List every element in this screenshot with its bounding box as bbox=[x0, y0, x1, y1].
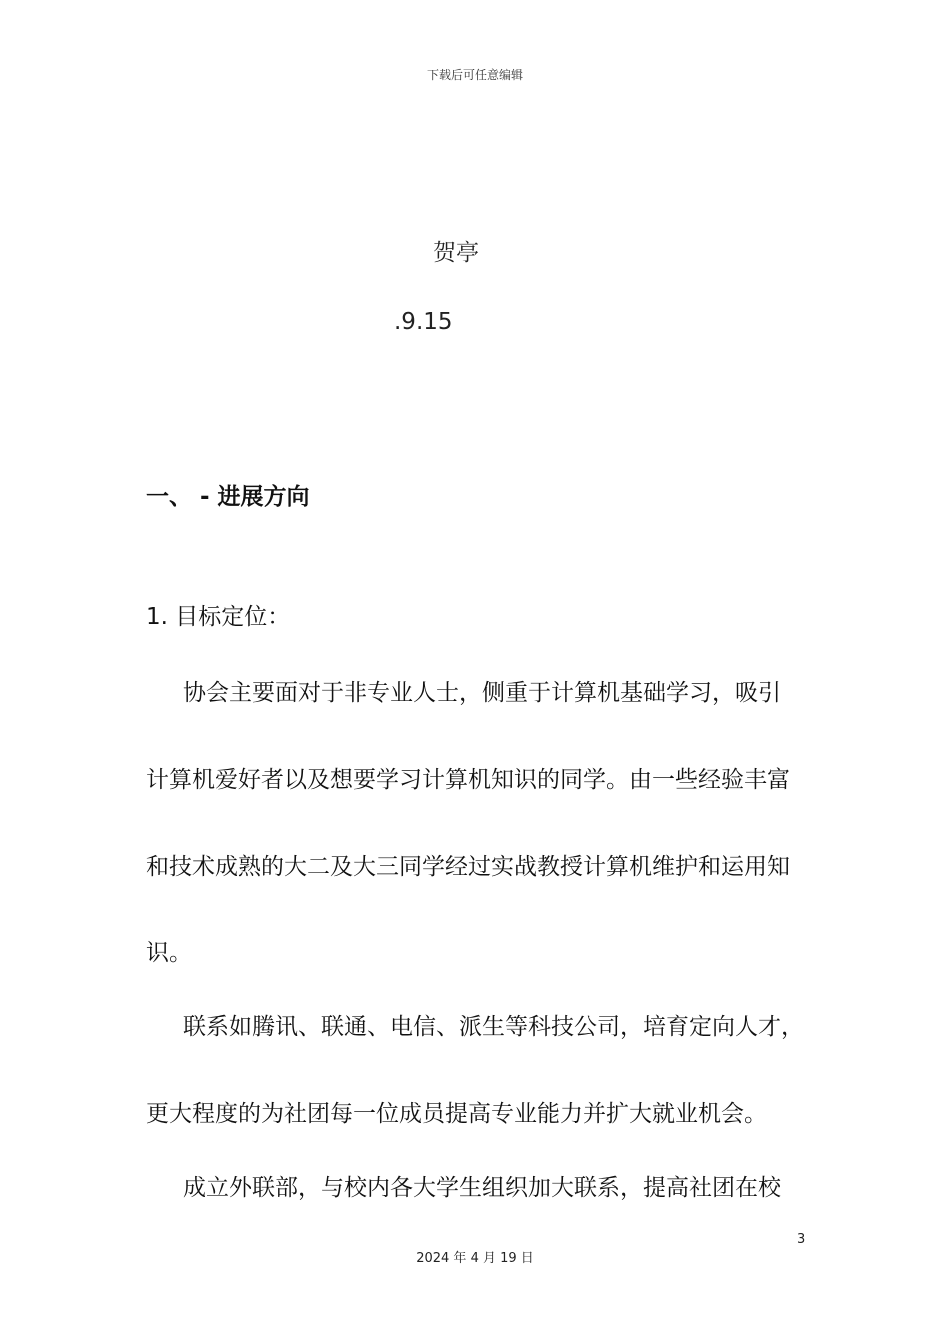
paragraph-line: 联系如腾讯、联通、电信、派生等科技公司，培育定向人才， bbox=[183, 1014, 804, 1040]
paragraph-line: 更大程度的为社团每一位成员提高专业能力并扩大就业机会。 bbox=[146, 1101, 767, 1127]
page-number: 3 bbox=[797, 1232, 806, 1247]
paragraph-line: 成立外联部，与校内各大学生组织加大联系，提高社团在校 bbox=[183, 1175, 781, 1201]
page-header: 下载后可任意编辑 bbox=[426, 68, 523, 82]
paragraph-line: 协会主要面对于非专业人士，侧重于计算机基础学习，吸引 bbox=[183, 680, 781, 706]
author-name: 贺亭 bbox=[433, 240, 479, 266]
footer-date: 2024 年 4 月 19 日 bbox=[416, 1251, 534, 1266]
paragraph-line: 和技术成熟的大二及大三同学经过实战教授计算机维护和运用知 bbox=[146, 854, 790, 880]
subsection-heading: 1. 目标定位： bbox=[146, 604, 291, 630]
section-heading: 一、 - 进展方向 bbox=[146, 484, 310, 510]
paragraph-line: 计算机爱好者以及想要学习计算机知识的同学。由一些经验丰富 bbox=[146, 767, 790, 793]
paragraph-line: 识。 bbox=[146, 940, 192, 966]
document-date: .9.15 bbox=[394, 309, 453, 335]
